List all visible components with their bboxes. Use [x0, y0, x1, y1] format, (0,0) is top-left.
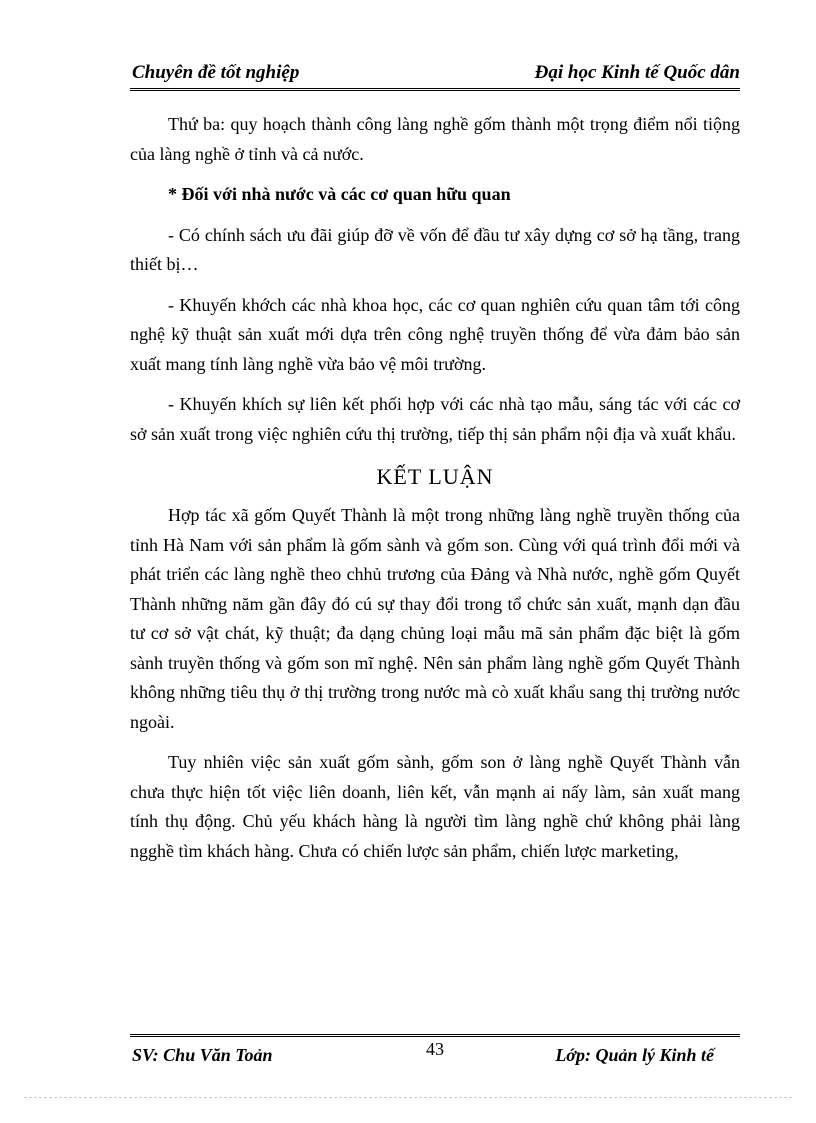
paragraph-capital-policy: - Có chính sách ưu đãi giúp đỡ về vốn để đầu tư xây dựng cơ sở hạ tầng, trang thiết bị…: [130, 224, 740, 274]
paragraph-science-encouragement: - Khuyến khớch các nhà khoa học, các cơ quan nghiên cứu quan tâm tới công nghệ kỹ thuật sản xuất mới dựa trên công nghệ truyền thống để vừa đảm bảo sản xuất mang tính làng nghề vừa bảo vệ môi trường.: [130, 294, 740, 374]
section-heading-government: * Đối với nhà nước và các cơ quan hữu quan: [168, 184, 511, 204]
page-break-divider: [24, 1097, 792, 1098]
footer-class: Lớp: Quản lý Kinh tế: [555, 1045, 714, 1065]
conclusion-title: KẾT LUẬN: [376, 464, 494, 489]
footer-student: SV: Chu Văn Toản: [132, 1045, 273, 1065]
paragraph-designer-cooperation: - Khuyến khích sự liên kết phối hợp với các nhà tạo mẫu, sáng tác với các cơ sở sản xuất trong việc nghiên cứu thị trường, tiếp thị sản phẩm nội địa và xuất khẩu.: [130, 394, 740, 444]
page-footer: [130, 1034, 740, 1067]
paragraph-conclusion-1: Hợp tác xã gốm Quyết Thành là một trong những làng nghề truyền thống của tỉnh Hà Nam với sản phẩm là gốm sành và gốm son. Cùng với quá trình đổi mới và phát triển các làng nghề theo chhủ trương của Đảng và Nhà nước, nghề gốm Quyết Thành những năm gần đây đó cú sự thay đổi trong tổ chức sản xuất, mạnh dạn đầu tư cơ sở vật chát, kỹ thuật; đa dạng chủng loại mẫu mã sản phẩm đặc biệt là gốm sành truyền thống và gốm son mĩ nghệ. Nên sản phẩm làng nghề gốm Quyết Thành không những tiêu thụ ở thị trường trong nước mà cò xuất khẩu sang thị trường nước ngoài.: [130, 505, 740, 732]
paragraph-conclusion-2: Tuy nhiên việc sản xuất gốm sành, gốm son ở làng nghề Quyết Thành vẫn chưa thực hiện tốt việc liên doanh, liên kết, vẫn mạnh ai nấy làm, sản xuất mang tính thụ động. Chủ yếu khách hàng là người tìm làng nghề chứ không phải làng ngghề tìm khách hàng. Chưa có chiến lược sản phẩm, chiến lược marketing,: [130, 752, 740, 861]
header-thesis-label: Chuyên đề tốt nghiệp: [132, 62, 300, 83]
page-number: 43: [426, 1039, 444, 1059]
page-content: [130, 110, 740, 877]
page-header: [130, 60, 740, 91]
paragraph-third-point: Thứ ba: quy hoạch thành công làng nghề gốm thành một trọng điểm nổi tiộng của làng nghề ở tỉnh và cả nước.: [130, 114, 740, 164]
header-university: Đại học Kinh tế Quốc dân: [534, 62, 740, 83]
